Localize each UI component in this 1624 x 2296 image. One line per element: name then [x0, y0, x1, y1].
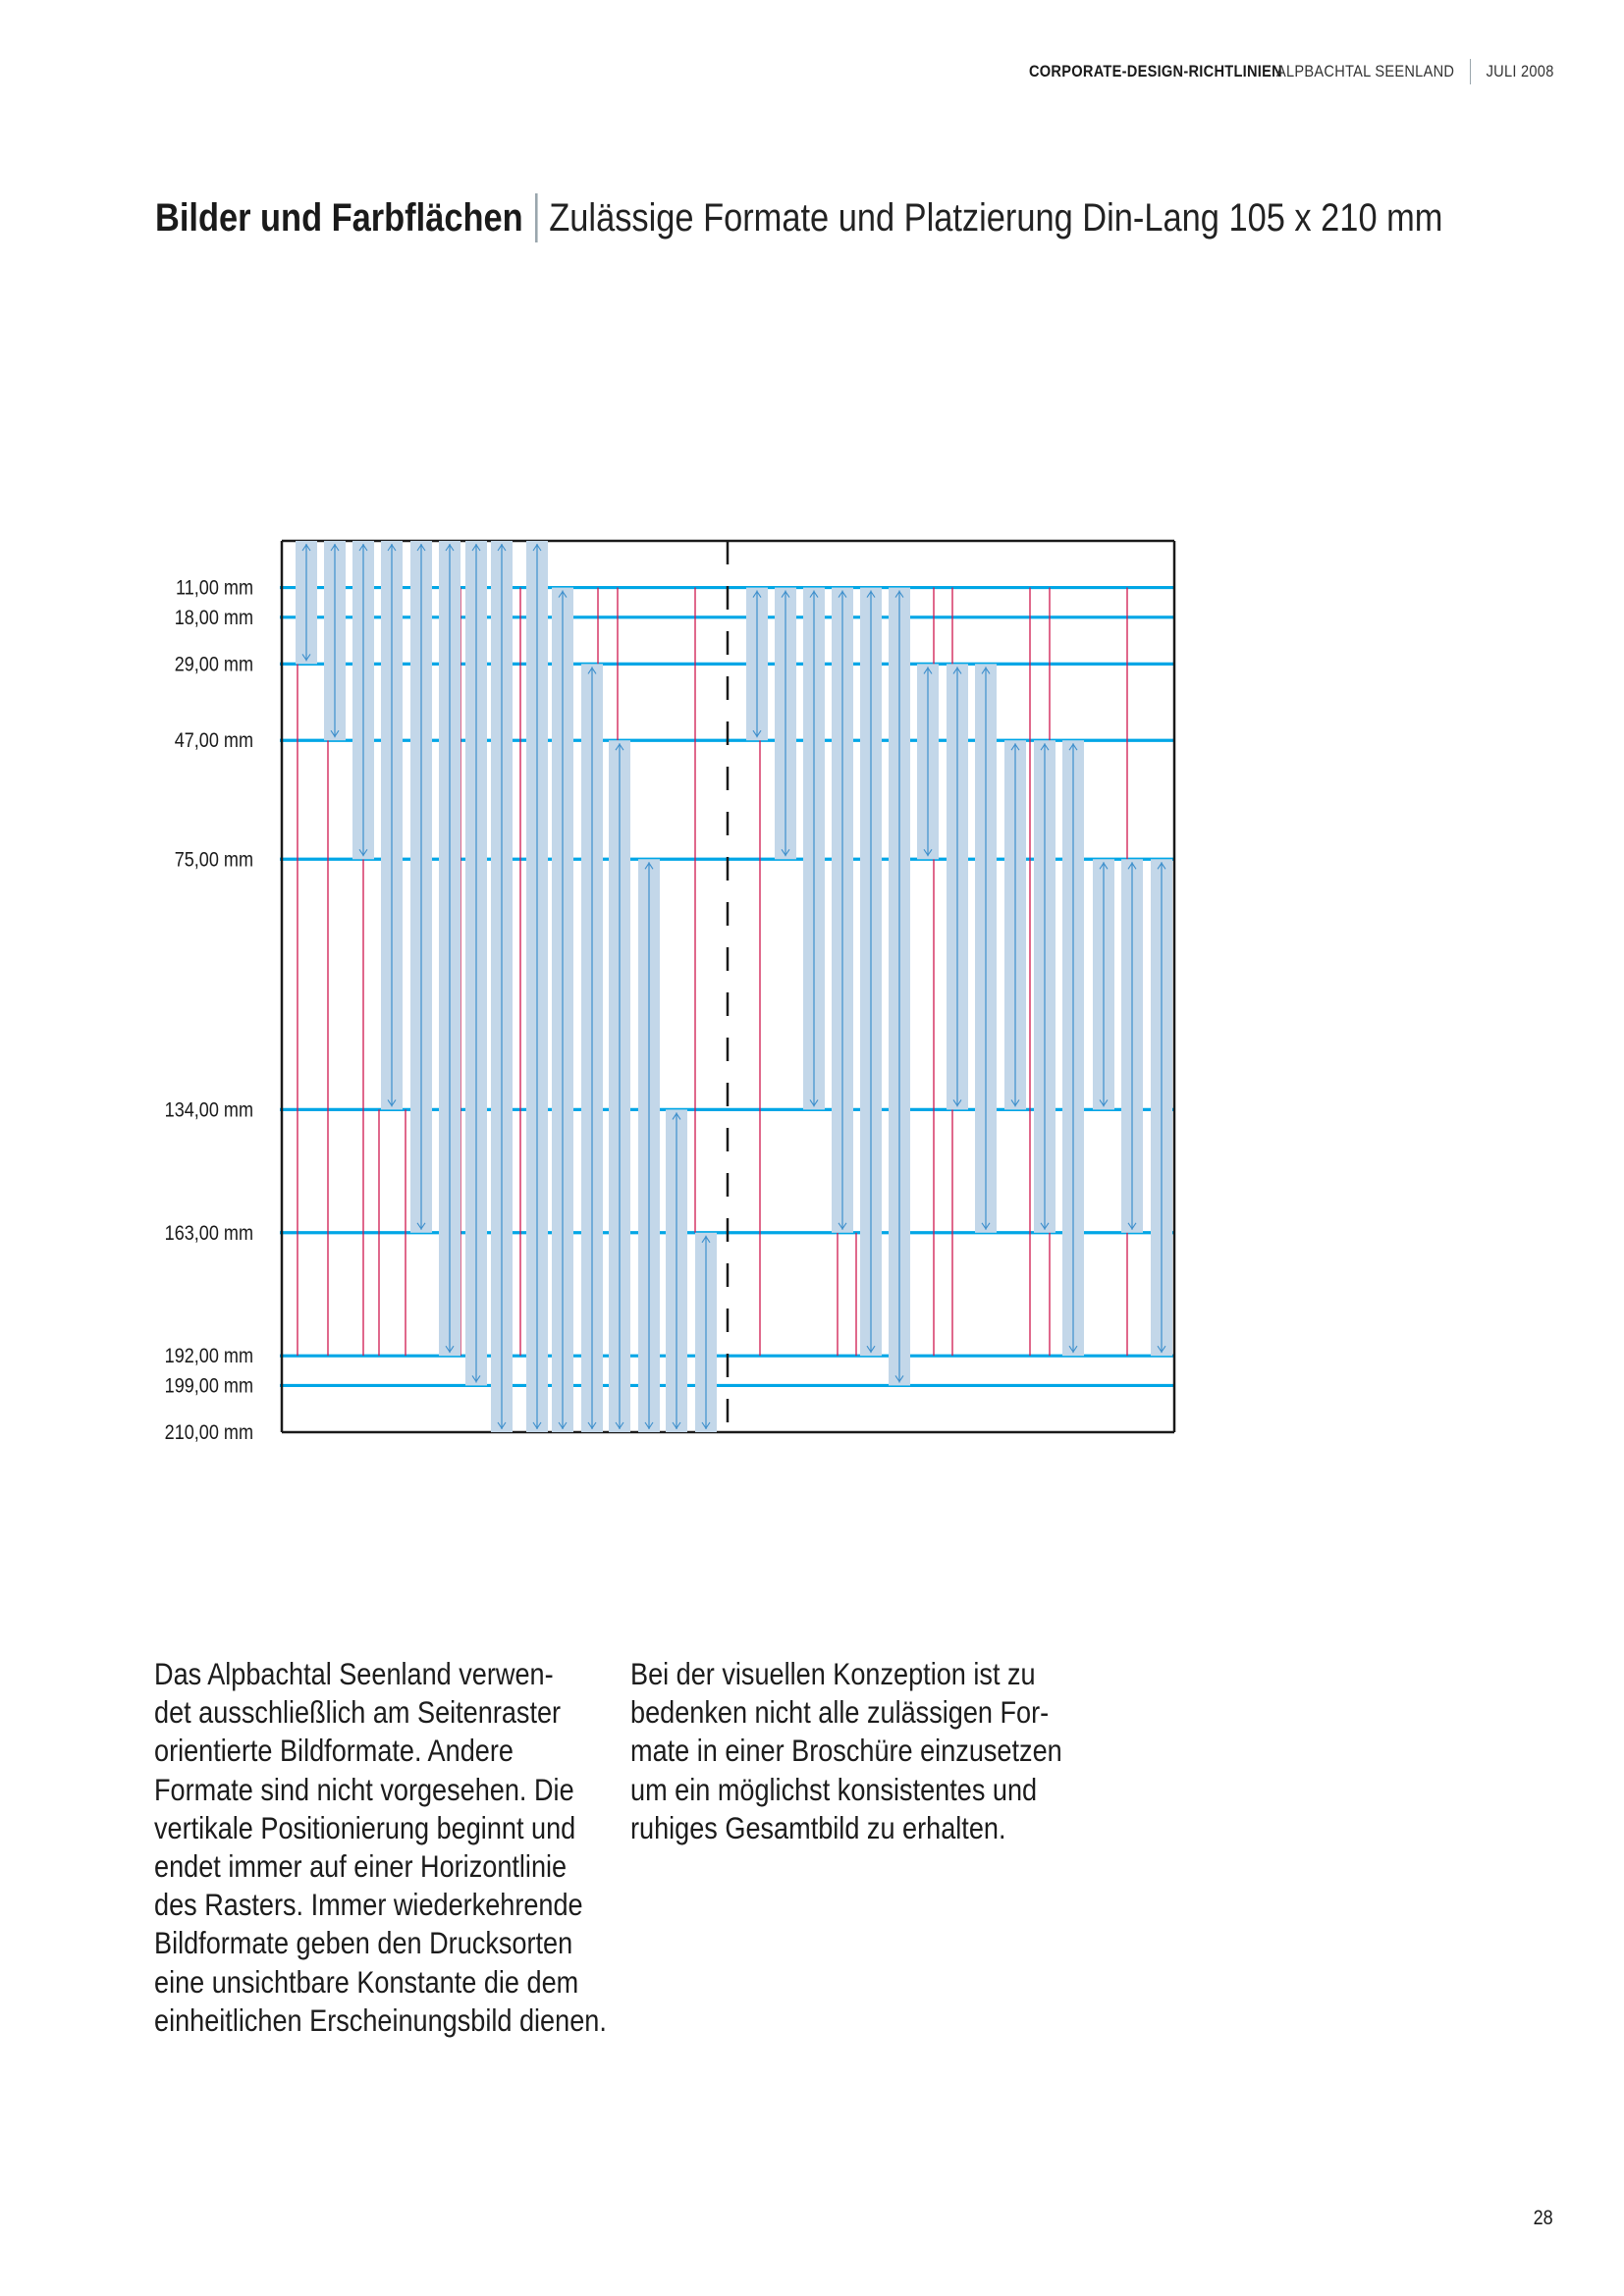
tick-label: 163,00 mm — [164, 1221, 253, 1246]
body-line: vertikale Positionierung beginnt und — [154, 1809, 576, 1845]
tick-label: 11,00 mm — [176, 576, 253, 600]
section-subtitle: Zulässige Formate und Platzierung Din-Lang 105 x 210 mm — [549, 195, 1443, 240]
tick-label: 210,00 mm — [164, 1420, 253, 1445]
body-text-left — [154, 1655, 607, 2040]
body-line: Das Alpbachtal Seenland verwen- — [154, 1656, 554, 1691]
tick-label: 192,00 mm — [164, 1344, 253, 1368]
body-line: einheitlichen Erscheinungsbild dienen. — [154, 2002, 607, 2038]
body-line: orientierte Bildformate. Andere — [154, 1733, 514, 1769]
body-line: ruhiges Gesamtbild zu erhalten. — [630, 1809, 1006, 1845]
body-line: Formate sind nicht vorgesehen. Die — [154, 1771, 574, 1807]
body-line: mate in einer Broschüre einzusetzen — [630, 1733, 1062, 1769]
body-line: Bei der visuellen Konzeption ist zu — [630, 1656, 1036, 1691]
tick-label: 75,00 mm — [174, 848, 253, 872]
body-text-right — [630, 1655, 1062, 1847]
body-line: des Rasters. Immer wiederkehrende — [154, 1887, 583, 1923]
tick-label: 134,00 mm — [164, 1098, 253, 1122]
page-number: 28 — [1533, 2207, 1553, 2229]
header-brand: ALPBACHTAL SEENLAND — [1276, 62, 1455, 80]
header-date: JULI 2008 — [1486, 62, 1554, 80]
tick-label: 47,00 mm — [174, 728, 253, 753]
body-line: endet immer auf einer Horizontlinie — [154, 1848, 568, 1885]
body-line: bedenken nicht alle zulässigen For- — [630, 1694, 1050, 1731]
tick-label: 199,00 mm — [164, 1374, 253, 1398]
body-line: um ein möglichst konsistentes und — [630, 1771, 1038, 1807]
tick-label: 18,00 mm — [174, 606, 253, 630]
body-line: eine unsichtbare Konstante die dem — [154, 1963, 579, 2000]
body-line: det ausschließlich am Seitenraster — [154, 1694, 562, 1731]
section-title: Bilder und Farbflächen — [155, 195, 523, 240]
tick-label: 29,00 mm — [174, 653, 253, 676]
body-line: Bildformate geben den Drucksorten — [154, 1925, 573, 1961]
header-doc-title: CORPORATE-DESIGN-RICHTLINIEN — [1029, 62, 1283, 80]
